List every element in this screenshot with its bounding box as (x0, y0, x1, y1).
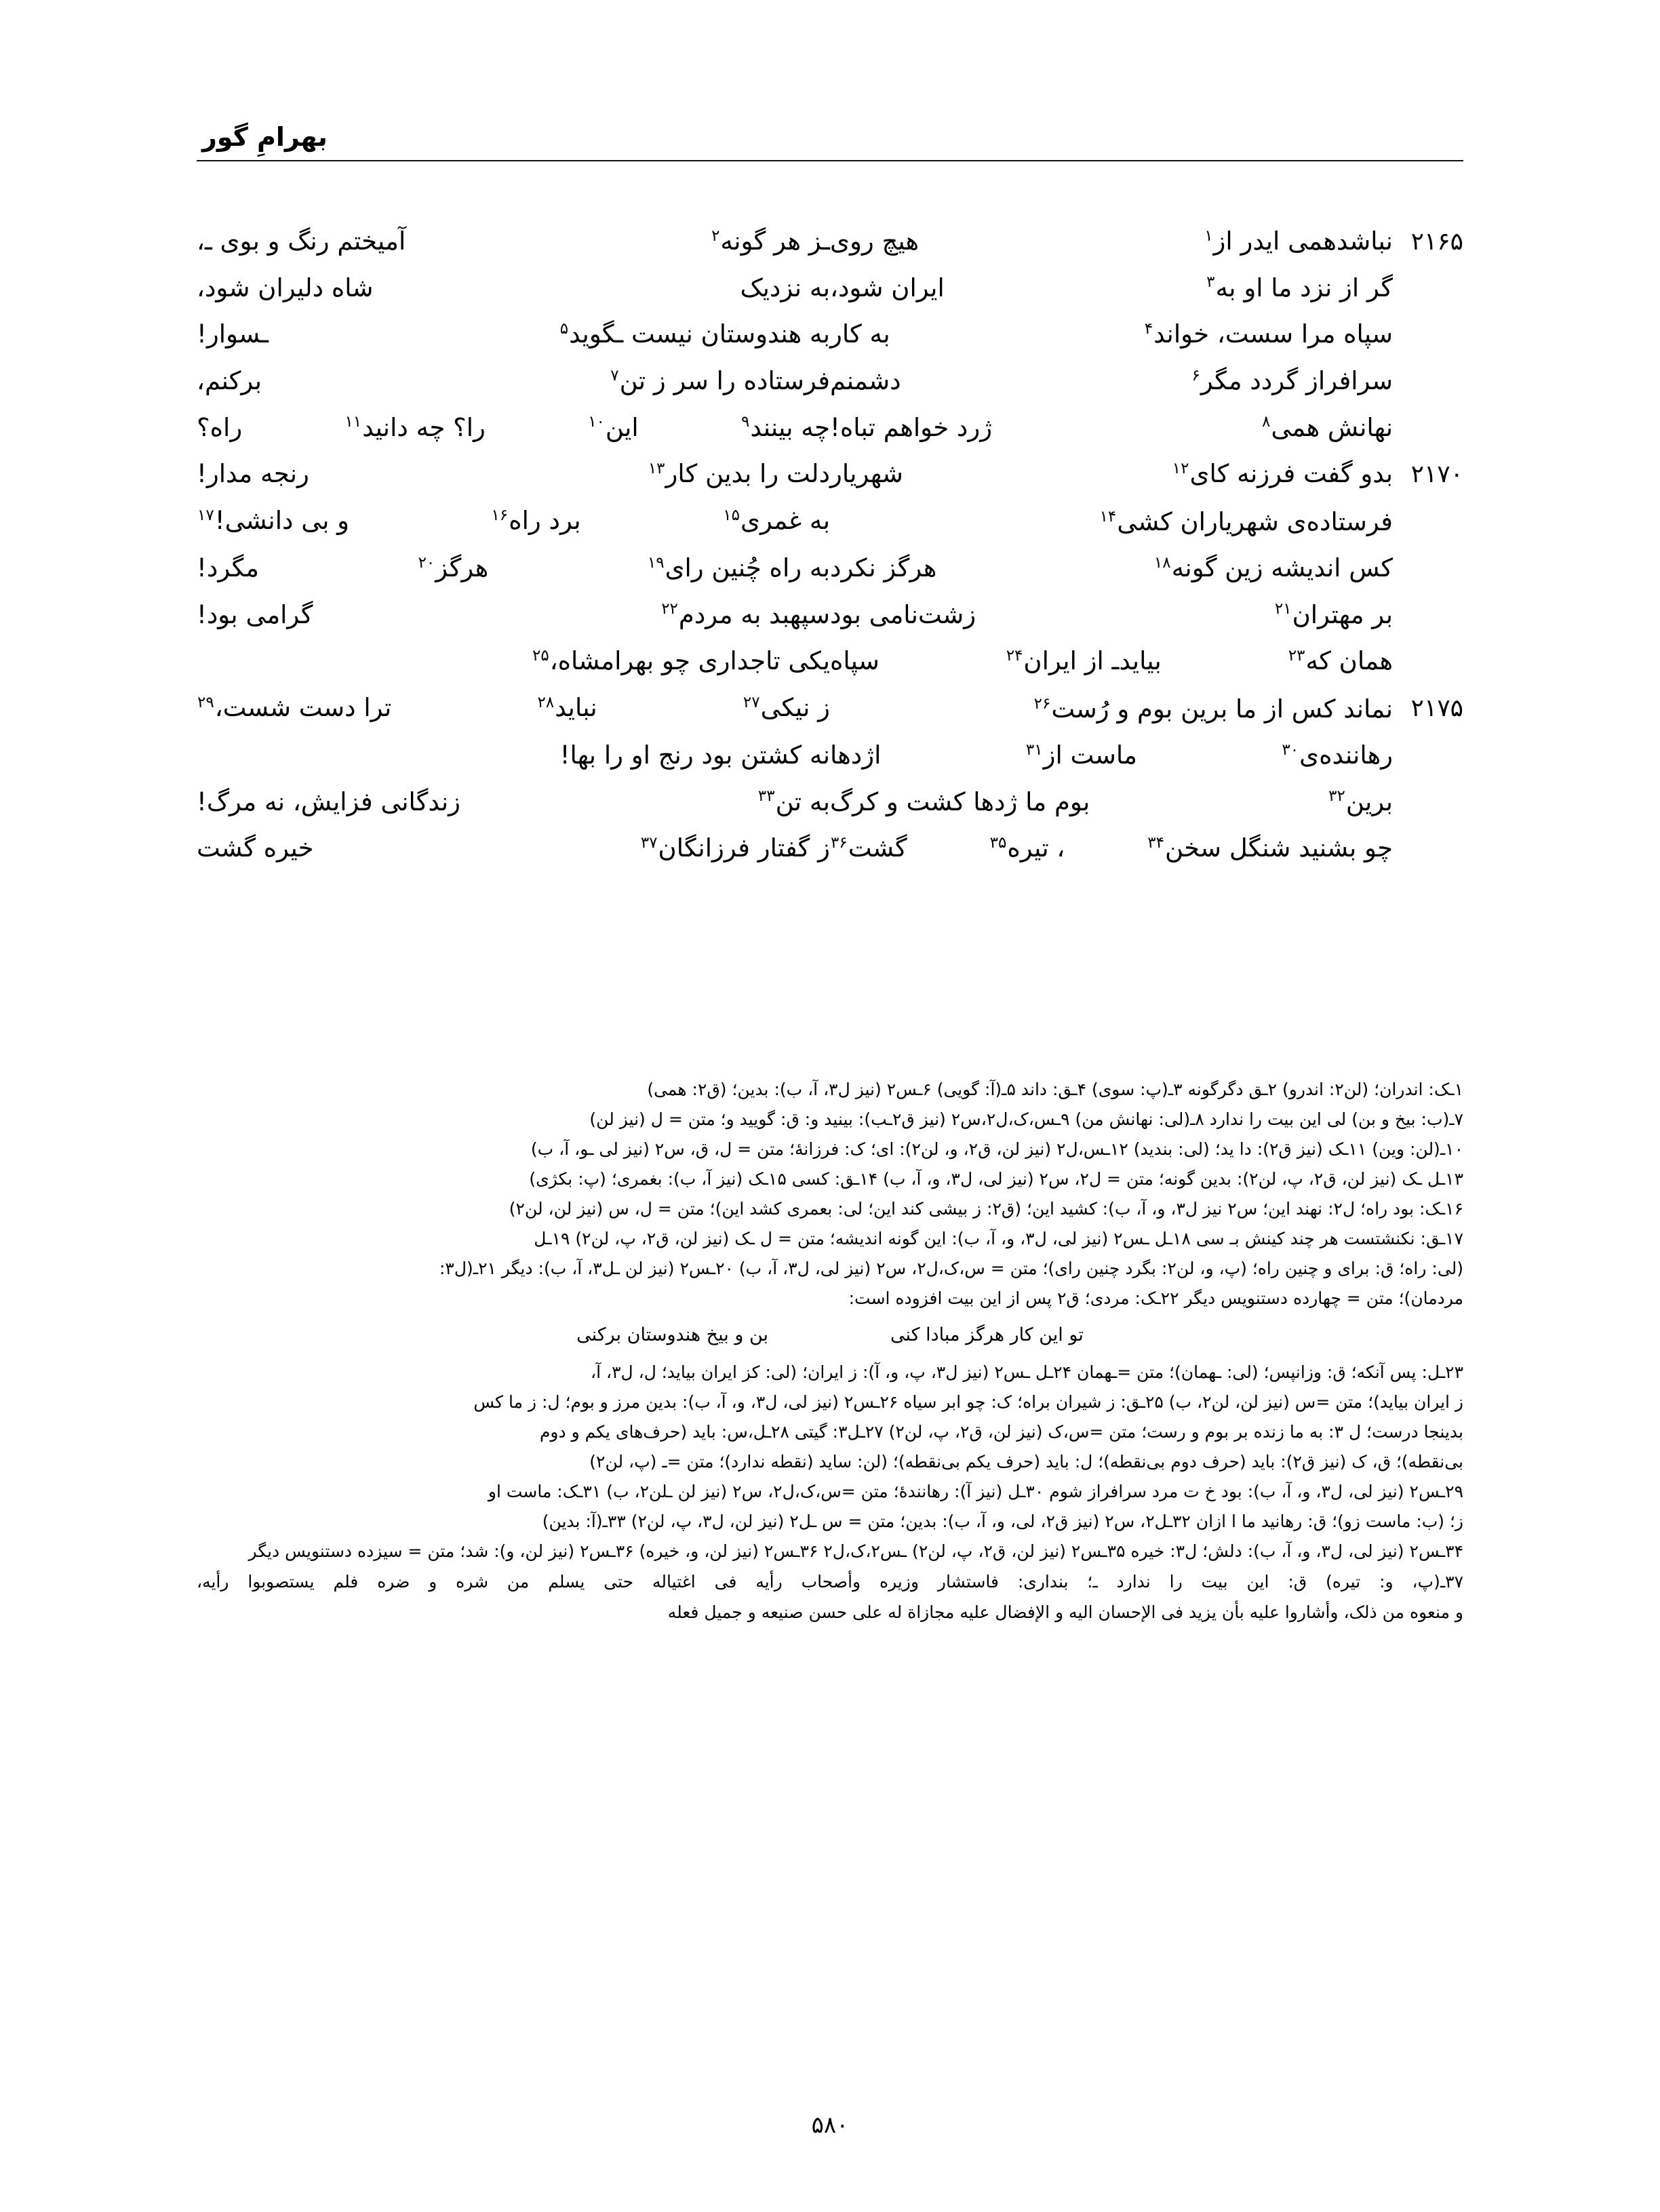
hemistich-right (830, 456, 1463, 492)
verse-text: سپهبد به مردم (678, 599, 830, 629)
hemistich-left (197, 738, 830, 772)
hemistich-right (830, 692, 1463, 726)
verse-text: به نزدیک (740, 273, 830, 302)
verse-text: این (605, 412, 639, 442)
hemistich-right (830, 271, 1463, 306)
footnote-marker: ۱۷ (197, 506, 214, 524)
verse-text: دلت را بدین کار (665, 459, 830, 489)
inset-hemistich-left: بن و بیخ هندوستان برکنی (576, 1324, 769, 1345)
apparatus-arabic-line: ۳۷ـ(پ، و: تیره) ق: این بیت را ندارد ـ؛ بنداری: فاستشار وزیره وأصحاب رأیه فی اغتیاله حتی یسلم من شره و ضره فلم یستصوبوا رأیه، (197, 1572, 1463, 1592)
verse-text: چه بینند (750, 412, 830, 442)
apparatus-line: ۱۷ـق: نکنشتست هر چند کینش بـ سی ۱۸ـل ـس۲ (نیز لی، ل۳، و، آ، ب): این گونه اندیشه؛ متن = ل ـک (نیز لن، ق۲، پ، لن۲) ۱۹ـل (534, 1229, 1463, 1248)
apparatus-line: مردمان)؛ متن = چهارده دستنویس دیگر ۲۲ـک: مردی؛ ق۲ پس از این بیت افزوده است: (848, 1288, 1463, 1308)
hemistich-left (197, 597, 830, 632)
verse-text: یکی تاجداری چو بهرامشاه، (549, 646, 830, 676)
footnote-marker: ۲۷ (743, 693, 760, 711)
footnote-marker: ۲۸ (537, 693, 555, 711)
hemistich-left (197, 785, 830, 819)
footnote-marker: ۳۷ (640, 834, 658, 852)
verse-text: سپاه مرا سست، خواند (1153, 319, 1393, 349)
verse-text: نه کشتن بود رنج او را بها! (559, 740, 830, 770)
footnote-marker: ۲۱ (1274, 600, 1292, 618)
verse-text: به راه چُنین رای (665, 553, 830, 583)
verse-text: ، تیره (1007, 833, 1065, 863)
apparatus-arabic-line: و منعوه من ذلک، وأشاروا علیه بأن یزید فی الإحسان الیه و الإفضال علیه مجازاة له علی حسن صنیعه و جمیل فعله (667, 1602, 1463, 1623)
footnote-marker: ۴ (1144, 320, 1153, 338)
verse-text: سرافراز گردد مگر (1200, 366, 1393, 396)
hemistich-left (197, 831, 830, 865)
footnote-marker: ۳۶ (831, 834, 848, 852)
verse-text: آمیختم رنگ و بوی ـ، (197, 226, 406, 256)
verse-text: به تن (775, 787, 830, 816)
couplet-row (197, 644, 1463, 679)
footnote-marker: ۶ (1191, 366, 1200, 384)
footnote-marker: ۱۴ (1099, 507, 1117, 526)
couplet-row (197, 317, 1463, 352)
verse-number (1393, 832, 1463, 866)
hemistich-left (197, 456, 830, 491)
footnote-marker: ۲ (711, 226, 720, 245)
footnote-marker: ۱ (1204, 226, 1213, 245)
footnote-marker: ۱۶ (491, 506, 509, 524)
running-head-title: بهرامِ گور (202, 122, 328, 152)
verse-text: شهریار (830, 459, 903, 489)
verse-text: فرستاده را سر ز تن (619, 366, 830, 396)
couplet-row (197, 597, 1463, 633)
footnote-marker: ۱۹ (647, 553, 665, 572)
footnote-marker: ۷ (610, 366, 619, 384)
verse-text: برد راه (509, 506, 581, 536)
verse-number (1393, 318, 1463, 352)
apparatus-line: ۲۳ـل: پس آنکه؛ ق: وزانپس؛ (لی: ـهمان)؛ متن =ـهمان ۲۴ـل ـس۲ (نیز ل۳، پ، و، آ): ز ایران؛ (لی: کز ایران بیاید؛ ل، ل۳، آ، (591, 1362, 1463, 1383)
hemistich-left (197, 551, 830, 585)
folio-number: ۵۸۰ (811, 2112, 849, 2139)
verse-text: خیره گشت (197, 833, 314, 863)
verse-text: گر از نزد ما او به (1215, 273, 1393, 302)
footnote-marker: ۵ (559, 320, 569, 338)
footnote-marker: ۸ (1262, 413, 1271, 431)
verse-number (1393, 272, 1463, 306)
footnote-marker: ۱۱ (344, 413, 362, 431)
verse-text: ماست از (1043, 740, 1137, 770)
hemistich-left (197, 690, 830, 725)
footnote-marker: ۳۴ (1147, 834, 1164, 852)
couplet-row (197, 690, 1463, 726)
verse-text: بوم ما ژدها کشت و کرگ (830, 787, 1090, 816)
apparatus-line: ۱۰ـ(لن: وین) ۱۱ـک (نیز ق۲): دا ید؛ (لی: بندید) ۱۲ـس،ل۲ (نیز لن، ق۲، و، لن۲): ای؛ ک: فرزانۀ؛ متن = ل، ق، س۲ (نیز لی ـو، آ، ب) (530, 1139, 1463, 1159)
couplet-row (197, 456, 1463, 492)
hemistich-right (830, 738, 1463, 773)
footnote-marker: ۱۵ (723, 506, 740, 524)
hemistich-left (197, 644, 830, 678)
verse-text: چو بشنید شنگل سخن (1165, 833, 1393, 863)
footnote-marker: ۳ (1206, 273, 1215, 292)
apparatus-line: ز؛ (ب: ماست زو)؛ ق: رهانید ما ا ازان ۳۲ـل۲، س۲ (نیز ق۲، لی، و، آ، ب): بدین؛ متن = س ـل۲ (نیز لن، ل۳، پ، لن۲) ۳۳ـ(آ: بدین) (542, 1512, 1463, 1532)
verse-number (1393, 552, 1463, 586)
hemistich-left (197, 317, 830, 351)
verse-text: برکنم، (197, 366, 262, 396)
hemistich-right (830, 831, 1463, 866)
verse-number (1393, 645, 1463, 679)
hemistich-left (197, 410, 830, 445)
verse-text: به کار (830, 319, 890, 349)
footnote-marker: ۳۲ (1328, 787, 1345, 806)
couplet-row (197, 410, 1463, 446)
footnote-marker: ۲۴ (1006, 647, 1023, 665)
verse-text: دشمنم (830, 366, 901, 396)
verse-text: ایران شود، (830, 273, 945, 302)
verse-number: ۲۱۷۵ (1410, 694, 1463, 723)
verse-number: ۲۱۷۰ (1410, 460, 1463, 489)
footnote-marker: ۲۶ (1033, 694, 1051, 713)
hemistich-right (830, 644, 1463, 679)
verse-text: سپاه (830, 646, 880, 676)
hemistich-right (830, 597, 1463, 633)
hemistich-right (830, 363, 1463, 399)
hemistich-right (830, 224, 1463, 259)
footnote-marker: ۳۰ (1282, 740, 1299, 759)
apparatus-line: ۲۹ـس۲ (نیز لی، ل۳، و، آ، ب): بود خ ت مرد سرافراز شوم ۳۰ـل (نیز آ): رهانندۀ؛ متن =س،ک،ل۲، س۲ (نیز لن ـلن۲، ب) ۳۱ـک: ماست او (488, 1482, 1463, 1502)
verse-number (1393, 599, 1463, 633)
header-rule (197, 160, 1463, 161)
verse-text: ز گفتار فرزانگان (658, 833, 830, 863)
apparatus-line: ۷ـ(ب: بیخ و بن) لی این بیت را ندارد ۸ـ(لی: نهانش من) ۹ـس،ک،ل۲،س۲ (نیز ق۲ـب): بینید و: ق: گویید و؛ متن = ل (نیز لن) (589, 1109, 1463, 1129)
couplet-row (197, 363, 1463, 399)
critical-apparatus (197, 1075, 1463, 1627)
verse-number (1393, 786, 1463, 820)
footnote-marker: ۱۳ (648, 460, 665, 478)
verse-text: رنجه مدار! (197, 459, 309, 489)
verse-text: بر مهتران (1292, 599, 1393, 629)
footnote-marker: ۳۵ (989, 834, 1007, 852)
verse-text: گرامی بود! (197, 599, 313, 629)
apparatus-line: ۳۴ـس۲ (نیز لی، ل۳، و، آ، ب): دلش؛ ل۳: خیره ۳۵ـس۲ (نیز لن، ق۲، پ، لن۲) ـس۲،ک،ل۲ ۳۶ـس۲ (نیز لن، و، خیره) ۳۶ـس۲ (نیز لن، و): شد؛ متن = سیزده دستنویس دیگر (248, 1541, 1463, 1562)
verse-number (1393, 505, 1463, 539)
verse-text: فرستاده‌ی شهریاران کشی (1117, 507, 1393, 537)
apparatus-line: ز ایران بیاید)؛ متن =س (نیز لن، لن۲، ب) ۲۵ـق: ز شیران براه؛ ک: چو ابر سیاه ۲۶ـس۲ (نیز لی، ل۳، و، آ، ب): بدین مرز و بوم؛ ل: ز ما کس (473, 1392, 1463, 1413)
hemistich-right (830, 505, 1463, 539)
verse-text: اژدها (830, 740, 882, 770)
verse-text: مگرد! (197, 553, 259, 583)
verse-text: زشت‌نامی بود (830, 599, 976, 629)
verse-text: ترا دست شست، (214, 693, 392, 723)
footnote-marker: ۳۱ (1025, 740, 1043, 759)
inset-hemistich-right: تو این کار هرگز مبادا کنی (890, 1324, 1084, 1345)
footnote-marker: ۲۵ (532, 647, 549, 665)
verse-text: به هندوستان نیست ـگوید (569, 319, 830, 349)
verse-text: به غمری (740, 506, 830, 536)
footnote-marker: ۱۰ (588, 413, 605, 431)
hemistich-right (830, 551, 1463, 586)
apparatus-line: بی‌نقطه)؛ ق، ک (نیز ق۲): باید (حرف دوم بی‌نقطه)؛ ل: باید (حرف یکم بی‌نقطه)؛ (لن: ساید (نقطه ندارد)؛ متن =ـ (پ، لن۲) (589, 1452, 1463, 1472)
couplet-row (197, 738, 1463, 773)
footnote-marker: ۲۰ (418, 553, 435, 572)
footnote-marker: ۱۸ (1153, 553, 1171, 572)
verse-text: زندگانی فزایش، نه مرگ! (197, 787, 461, 816)
verse-text: شاه دلیران شود، (197, 273, 374, 302)
verse-text: گشت (848, 833, 907, 863)
couplet-row (197, 785, 1463, 820)
couplet-row (197, 831, 1463, 866)
hemistich-left (197, 363, 830, 398)
verse-text: برین (1345, 787, 1393, 816)
apparatus-line: ۱۳ـل ـک (نیز لن، ق۲، پ، لن۲): بدین گونه؛ متن = ل۲، س۲ (نیز لی، ل۳، و، آ، ب) ۱۴ـق: کسی ۱۵ـک (نیز آ، ب): بغمری؛ (پ: بکژی) (529, 1169, 1463, 1189)
hemistich-right (830, 785, 1463, 820)
verse-text: هرگز (435, 553, 489, 583)
hemistich-right (830, 410, 1463, 446)
footnote-marker: ۱۲ (1172, 460, 1189, 478)
page-header (197, 122, 1463, 187)
verse-block (197, 224, 1463, 877)
verse-text: ـز هر گونه (720, 226, 830, 256)
verse-text: نماند کس از ما برین بوم و رُست (1051, 694, 1393, 724)
apparatus-line: ۱ـک: اندران؛ (لن۲: اندرو) ۲ـق دگرگونه ۳ـ(پ: سوی) ۴ـق: داند ۵ـ(آ: گویی) ۶ـس۲ (نیز ل۳، آ، ب): بدین؛ (ق۲: همی) (647, 1080, 1463, 1099)
verse-text: کس اندیشه زین گونه (1171, 553, 1393, 583)
verse-text: بدو گفت فرزنه کای (1189, 459, 1393, 489)
verse-text: ـسوار! (197, 319, 269, 349)
hemistich-left (197, 503, 830, 538)
hemistich-left (197, 271, 830, 305)
hemistich-left (197, 224, 830, 258)
verse-text: بیایدـ از ایران (1023, 646, 1162, 676)
verse-text: رهاننده‌ی (1299, 740, 1393, 770)
hemistich-right (830, 317, 1463, 352)
verse-number (1393, 365, 1463, 399)
couplet-row (197, 503, 1463, 539)
verse-text: ژرد خواهم تباه! (830, 412, 993, 442)
couplet-row (197, 271, 1463, 306)
verse-text: نباید (555, 693, 597, 723)
footnote-marker: ۲۳ (1288, 647, 1305, 665)
verse-text: ز نیکی (760, 693, 830, 723)
apparatus-line: (لی: راه؛ ق: برای و چنین راه؛ (پ، و، لن۲: بگرد چنین رای)؛ متن = س،ک،ل۲، س۲ (نیز لی، ل۳، آ، ب) ۲۰ـس۲ (نیز لن ـل۳، آ، ب): دیگر ۲۱ـ(ل۳: (439, 1259, 1463, 1278)
couplet-row (197, 224, 1463, 259)
verse-text: هرگز نکرد (830, 553, 937, 583)
couplet-row (197, 551, 1463, 586)
inset-quoted-couplet (197, 1320, 1463, 1351)
verse-text: راه؟ (197, 412, 243, 442)
footnote-marker: ۲۹ (197, 693, 214, 711)
verse-text: نهانش همی (1271, 412, 1393, 442)
footnote-marker: ۳۳ (757, 787, 775, 806)
verse-text: همان که (1305, 646, 1393, 676)
verse-number (1393, 739, 1463, 773)
verse-text: هیچ روی (830, 226, 920, 256)
verse-number: ۲۱۶۵ (1410, 228, 1463, 256)
footnote-marker: ۹ (740, 413, 750, 431)
verse-text: نباشدهمی ایدر از (1213, 226, 1393, 256)
apparatus-line: بدینجا درست؛ ل ۳: به ما زنده بر بوم و رست؛ متن =س،ک (نیز لن، ق۲، پ، لن۲) ۲۷ـل۳: گیتی ۲۸ـل،س: باید (حرف‌های یکم و دوم (539, 1422, 1463, 1442)
footnote-marker: ۲۲ (661, 600, 678, 618)
verse-text: و بی دانشی! (214, 506, 349, 536)
apparatus-line: ۱۶ـک: بود راه؛ ل۲: نهند این؛ س۲ نیز ل۳، و، آ، ب): کشید این؛ (ق۲: ز بیشی کند این؛ لی: بعمری کشد این)؛ متن = ل، س (نیز لن، لن۲) (509, 1199, 1463, 1219)
verse-text: را؟ چه دانید (362, 412, 486, 442)
verse-number (1393, 412, 1463, 446)
